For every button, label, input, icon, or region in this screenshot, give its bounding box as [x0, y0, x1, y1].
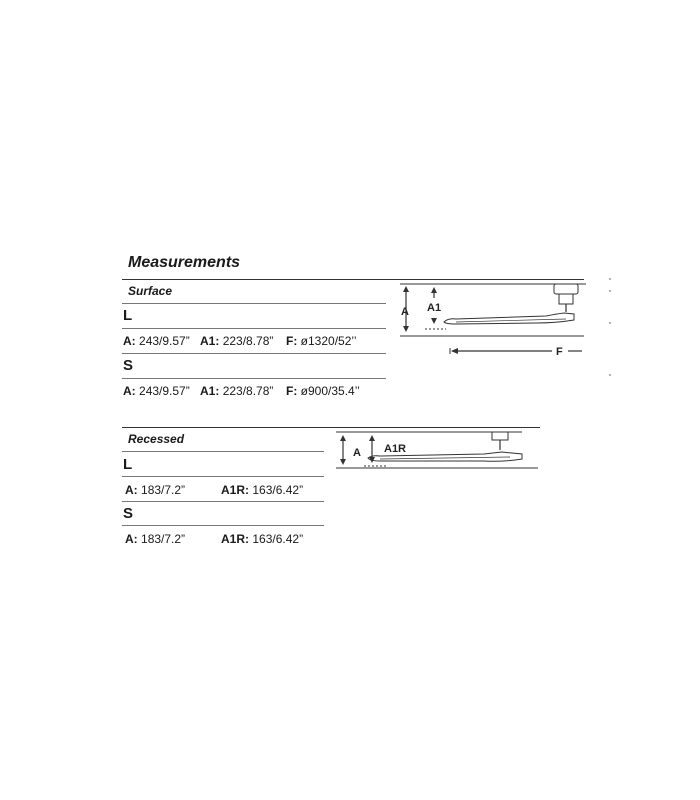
- dimension-label-f: F: [556, 346, 563, 358]
- size-label-surface-s: S: [123, 357, 134, 374]
- size-label-recessed-s: S: [123, 505, 134, 522]
- surface-l-f: F: ø1320/52’’: [286, 334, 357, 348]
- surface-s-specs: A: 243/9.57”: [123, 384, 190, 398]
- divider: [122, 328, 386, 329]
- surface-s-f: F: ø900/35.4’’: [286, 384, 360, 398]
- recessed-s-a: A: 183/7.2”: [125, 532, 186, 546]
- recessed-mount-diagram: [334, 428, 540, 472]
- dimension-label-a: A: [401, 306, 409, 318]
- dimension-label-a1r: A1R: [384, 443, 407, 455]
- divider: [122, 476, 324, 477]
- recessed-s-a1r: A1R: 163/6.42”: [221, 532, 304, 546]
- size-label-recessed-l: L: [123, 456, 133, 473]
- dimension-label-a1: A1: [427, 302, 442, 314]
- dimension-label-a: A: [353, 447, 361, 459]
- recessed-header: Recessed: [128, 432, 185, 446]
- recessed-l-a: A: 183/7.2”: [125, 483, 186, 497]
- surface-s-a1: A1: 223/8.78”: [200, 384, 274, 398]
- divider: [122, 378, 386, 379]
- divider: [122, 501, 324, 502]
- size-label-surface-l: L: [123, 307, 133, 324]
- recessed-l-a1r: A1R: 163/6.42”: [221, 483, 304, 497]
- divider: [122, 303, 386, 304]
- surface-l-a1: A1: 223/8.78”: [200, 334, 274, 348]
- page-title: Measurements: [128, 254, 241, 271]
- divider: [122, 451, 324, 452]
- divider: [122, 353, 386, 354]
- divider: [122, 525, 324, 526]
- surface-mount-diagram: [396, 270, 616, 380]
- surface-l-specs: A: 243/9.57”: [123, 334, 190, 348]
- surface-header: Surface: [128, 284, 173, 298]
